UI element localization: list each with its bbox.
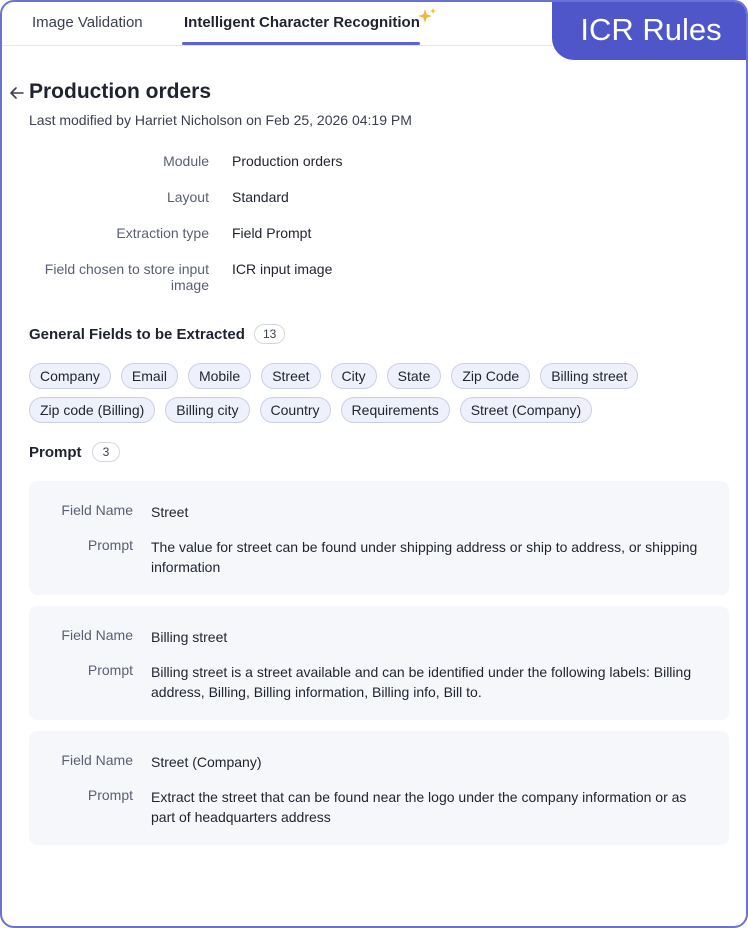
layout-label: Layout [166,189,209,205]
input-image-field-label [45,261,209,293]
tab-intelligent-character-recognition[interactable]: Intelligent Character Recognition [184,14,420,31]
field-chip: Billing street [540,363,638,389]
icr-rules-badge: ICR Rules [552,0,748,60]
field-chip: Street [261,363,320,389]
prompt-section-title: Prompt [29,444,82,461]
prompt-count: 3 [92,442,120,462]
input-image-field-label-line1: Field chosen to store input [44,261,209,277]
field-chip: Mobile [188,363,251,389]
field-name-value: Billing street [151,629,228,645]
prompt-label: Prompt [87,662,133,678]
field-chip: Billing city [165,397,249,423]
layout-value: Standard [232,189,289,205]
field-chip: State [387,363,442,389]
last-modified-text: Last modified by Harriet Nicholson on Feb 25, 2026 04:19 PM [29,112,412,128]
field-chip: Zip code (Billing) [29,397,155,423]
module-value: Production orders [232,153,343,169]
extraction-type-value: Field Prompt [232,225,312,241]
field-chip: Company [29,363,111,389]
field-name-value: Street [151,504,189,520]
prompt-card [29,481,729,595]
sparkle-icon [416,6,438,28]
page-title: Production orders [29,80,212,103]
field-chips [29,363,719,423]
general-fields-count: 13 [254,324,285,344]
field-chip: Email [121,363,178,389]
field-chip: Requirements [341,397,450,423]
active-tab-indicator [182,42,420,45]
module-label: Module [163,153,209,169]
back-arrow-icon[interactable] [8,84,26,102]
field-chip: Country [260,397,331,423]
tab-image-validation[interactable]: Image Validation [32,14,143,31]
general-fields-title: General Fields to be Extracted [29,326,245,343]
prompt-label: Prompt [87,787,133,803]
field-name-value: Street (Company) [151,754,262,770]
prompt-text: Billing street is a street available and can be identified under the following labels: Billing address, Billing, Billing information, Billing info, Bill to. [151,664,692,700]
field-chip: Street (Company) [460,397,592,423]
field-name-label: Field Name [61,627,133,643]
field-name-label: Field Name [61,502,133,518]
field-chip: City [331,363,377,389]
prompt-text: Extract the street that can be found near the logo under the company information or as part of headquarters address [151,789,687,825]
prompt-label: Prompt [87,537,133,553]
prompt-card [29,606,729,720]
field-chip: Zip Code [451,363,530,389]
input-image-field-value: ICR input image [232,261,333,277]
extraction-type-label: Extraction type [116,225,209,241]
prompt-card [29,731,729,845]
field-name-label: Field Name [61,752,133,768]
prompt-text: The value for street can be found under shipping address or ship to address, or shipping information [151,539,698,575]
input-image-field-label-line2: image [170,277,209,293]
